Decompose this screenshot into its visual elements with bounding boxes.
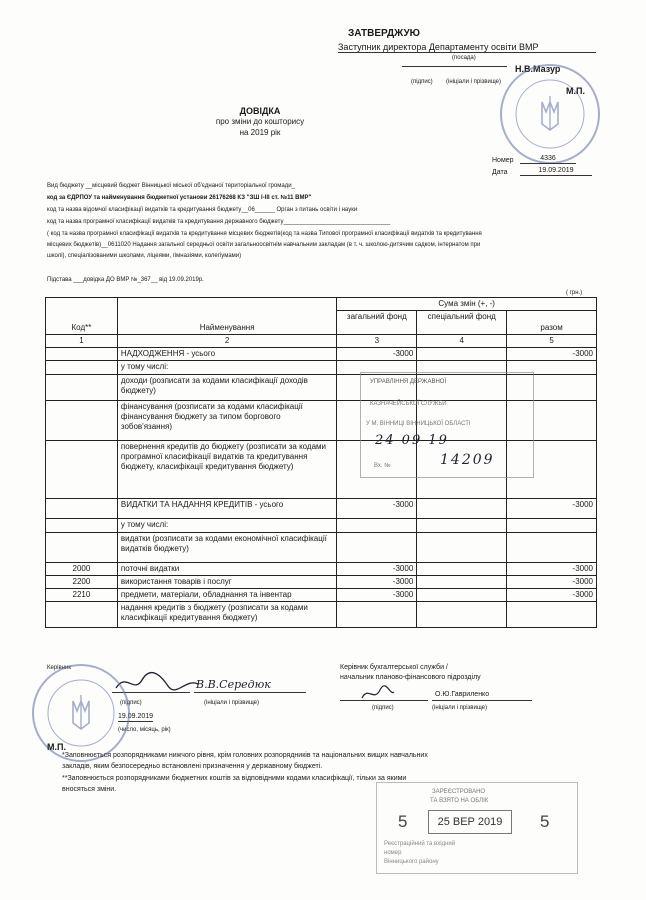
table-row	[46, 589, 597, 602]
head-sign-caption: (підпис)	[120, 700, 142, 706]
header-name: Найменування	[117, 298, 337, 335]
row-name: видатки (розписати за кодами економічної класифікації видатків бюджету)	[117, 533, 337, 563]
stamp-number-label: Вх. №	[374, 463, 391, 469]
col-number: 4	[417, 335, 507, 348]
accountant-name-line	[432, 700, 532, 701]
row-code	[46, 499, 118, 519]
head-date: 19.09.2019	[118, 713, 154, 720]
row-total: -3000	[507, 348, 597, 361]
position-caption: (посада)	[452, 55, 476, 61]
row-special-fund	[417, 576, 507, 589]
row-name: предмети, матеріали, обладнання та інвентар	[117, 589, 337, 602]
footnote-3: **Заповнюється розпорядниками бюджетних коштів за відповідними кодами класифікації, тільки за якими	[62, 775, 407, 782]
approve-label: ЗАТВЕРДЖУЮ	[348, 28, 420, 39]
row-special-fund	[417, 519, 507, 533]
row-special-fund	[417, 348, 507, 361]
row-name: у тому числі:	[117, 361, 337, 375]
stamp-line-1: УПРАВЛІННЯ ДЕРЖАВНОЇ	[370, 379, 447, 385]
row-special-fund	[417, 589, 507, 602]
number-label: Номер	[492, 157, 514, 164]
footnote-2: закладів, яким безпосередньо встановлені призначення у державному бюджеті.	[62, 763, 323, 770]
table-row	[46, 563, 597, 576]
row-code	[46, 401, 118, 441]
row-total: -3000	[507, 499, 597, 519]
departmental-code: код та назва відомчої класифікації видатків та кредитування бюджету__06______ Орган з питань освіти і науки	[47, 207, 358, 213]
reg-left-number: 5	[398, 812, 408, 831]
row-general-fund: -3000	[337, 499, 417, 519]
col-number: 3	[337, 335, 417, 348]
basis-line: Підстава ___довідка ДО ВМР №_367__ від 19.09.2019р.	[47, 277, 204, 283]
document-year: на 2019 рік	[239, 128, 281, 137]
program-code-local-1: ( код та назва програмної класифікації видатків та кредитування місцевих бюджетів(код та назва Типової програмної класифікації видатків та кредитування	[47, 231, 482, 237]
head-initials-caption: (ініціали і прізвище)	[204, 700, 260, 706]
header-total: разом	[507, 311, 597, 335]
row-name: поточні видатки	[117, 563, 337, 576]
seal-mp-label: М.П.	[566, 86, 585, 96]
initials-caption: (ініціали і прізвище)	[446, 79, 502, 85]
number-value: 4336	[520, 154, 576, 164]
head-date-caption: (число, місяць, рік)	[118, 727, 171, 733]
accountant-name: О.Ю.Гавриленко	[435, 691, 490, 698]
row-code: 2210	[46, 589, 118, 602]
document-subtitle: про зміни до кошторису	[215, 117, 305, 126]
row-code	[46, 519, 118, 533]
row-name: НАДХОДЖЕННЯ - усього	[117, 348, 337, 361]
stamp-line-3: У М. ВІННИЦІ ВІННИЦЬКОЇ ОБЛАСТІ	[366, 421, 471, 427]
table-row	[46, 499, 597, 519]
head-label: Керівник	[47, 665, 71, 671]
institution-code: код за ЄДРПОУ та найменування бюджетної установи 26176268 КЗ "ЗШ І-ІІІ ст. №11 ВМР"	[47, 195, 312, 201]
row-code	[46, 348, 118, 361]
reg-date-box: 25 ВЕР 2019	[428, 810, 512, 834]
table-row	[46, 519, 597, 533]
footnote-4: вносяться зміни.	[62, 786, 117, 793]
reg-stamp-line-1: ЗАРЕЄСТРОВАНО	[432, 789, 486, 795]
row-code: 2000	[46, 563, 118, 576]
table-row	[46, 348, 597, 361]
row-code	[46, 361, 118, 375]
signature-caption: (підпис)	[411, 79, 433, 85]
row-general-fund: -3000	[337, 589, 417, 602]
accountant-signature-line	[340, 700, 428, 701]
col-number: 5	[507, 335, 597, 348]
date-label: Дата	[492, 169, 508, 176]
row-general-fund	[337, 533, 417, 563]
program-code-state: код та назва програмної класифікації видатків та кредитування державного бюджету________________________________	[47, 219, 391, 225]
row-total	[507, 533, 597, 563]
row-code	[46, 441, 118, 499]
header-code: Код**	[46, 298, 118, 335]
program-code-local-3: школі), спеціалізованими школами, ліцеями, гімназіями, колегіумами)	[47, 253, 242, 259]
row-name: повернення кредитів до бюджету (розписати за кодами програмної класифікації видатків та кредитування бюджету, класифікації кредитування бюджету)	[117, 441, 337, 499]
budget-type: Вид бюджету __місцевий бюджет Вінницької міської об'єднаної територіальної громади_	[47, 183, 295, 189]
reg-stamp-line-3: Реєстраційний та вхідний	[384, 841, 456, 847]
row-general-fund	[337, 519, 417, 533]
accountant-initials-caption: (ініціали і прізвище)	[432, 705, 488, 711]
document-title: ДОВІДКА	[239, 106, 281, 116]
signature-line	[402, 66, 507, 67]
reg-right-number: 5	[540, 812, 550, 831]
row-general-fund	[337, 602, 417, 628]
row-general-fund: -3000	[337, 576, 417, 589]
footer-mp-label: М.П.	[47, 742, 66, 752]
row-total	[507, 519, 597, 533]
head-name-line	[194, 692, 306, 693]
row-general-fund: -3000	[337, 563, 417, 576]
row-code: 2200	[46, 576, 118, 589]
header-sum: Сума змін (+, -)	[337, 298, 597, 311]
stamp-line-2: КАЗНАЧЕЙСЬКОЇ СЛУЖБИ	[370, 401, 447, 407]
col-number: 2	[117, 335, 337, 348]
table-row	[46, 602, 597, 628]
row-name: надання кредитів з бюджету (розписати за кодами класифікації кредитування бюджету)	[117, 602, 337, 628]
row-code	[46, 533, 118, 563]
head-name: В.В.Середюк	[196, 678, 271, 691]
row-special-fund	[417, 499, 507, 519]
header-special-fund: спеціальний фонд	[417, 311, 507, 335]
row-special-fund	[417, 602, 507, 628]
footnote-1: *Заповнюється розпорядниками нижчого рівня, крім головних розпорядників та національних вищих навчальних	[62, 752, 428, 759]
row-special-fund	[417, 563, 507, 576]
row-total: -3000	[507, 563, 597, 576]
table-row	[46, 576, 597, 589]
program-code-local-2: місцевих бюджетів)__0611020 Надання загальної середньої освіти загальноосвітнім навчальним закладам (в т. ч. школою-дитячим садком, інтернатом при	[47, 242, 481, 248]
row-total: -3000	[507, 589, 597, 602]
header-general-fund: загальний фонд	[337, 311, 417, 335]
stamp-handwritten-number: 14209	[440, 452, 495, 468]
row-name: використання товарів і послуг	[117, 576, 337, 589]
stamp-handwritten-date: 24 09 19	[375, 433, 449, 448]
accountant-label-1: Керівник бухгалтерської служби /	[340, 664, 448, 671]
table-row	[46, 533, 597, 563]
row-total: -3000	[507, 576, 597, 589]
row-code	[46, 602, 118, 628]
row-name: доходи (розписати за кодами класифікації доходів бюджету)	[117, 375, 337, 401]
row-code	[46, 375, 118, 401]
row-total	[507, 602, 597, 628]
reg-stamp-line-2: ТА ВЗЯТО НА ОБЛІК	[430, 798, 489, 804]
date-value: 19.09.2019	[520, 166, 592, 176]
row-special-fund	[417, 533, 507, 563]
accountant-sign-caption: (підпис)	[372, 705, 394, 711]
reg-stamp-line-5: Вінницького району	[384, 859, 439, 865]
row-general-fund: -3000	[337, 348, 417, 361]
row-name: ВИДАТКИ ТА НАДАННЯ КРЕДИТІВ - усього	[117, 499, 337, 519]
currency-label: ( грн.)	[566, 290, 583, 296]
row-name: фінансування (розписати за кодами класифікації фінансування бюджету за типом боргового зобов'язання)	[117, 401, 337, 441]
col-number: 1	[46, 335, 118, 348]
approver-position: Заступник директора Департаменту освіти ВМР	[338, 42, 596, 53]
reg-stamp-line-4: номер	[384, 850, 402, 856]
accountant-label-2: начальник планово-фінансового підрозділу	[340, 674, 481, 681]
row-name: у тому числі:	[117, 519, 337, 533]
approver-name: Н.В.Мазур	[515, 64, 561, 74]
